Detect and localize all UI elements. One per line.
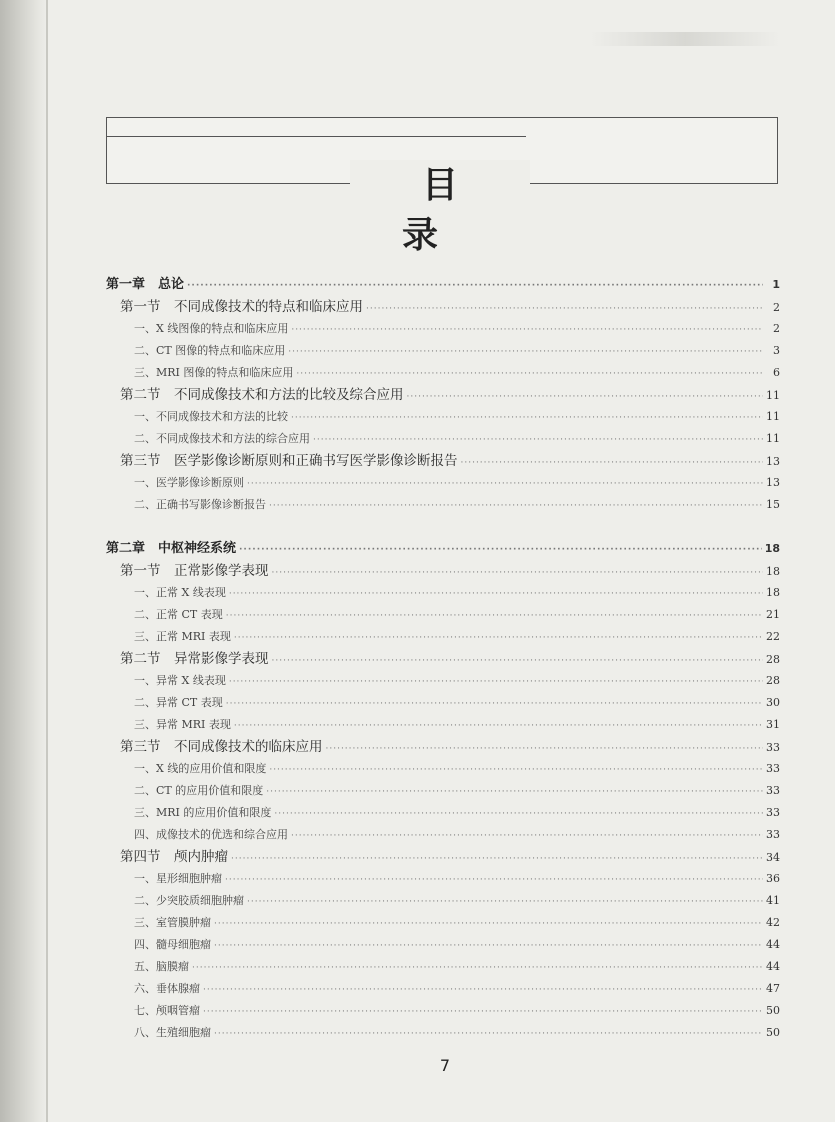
toc-chapter[interactable]: [106, 274, 780, 296]
toc-subsection[interactable]: [106, 340, 780, 362]
toc-subsection[interactable]: [106, 714, 780, 736]
toc-subsection[interactable]: [106, 978, 780, 1000]
toc-chapter[interactable]: [106, 538, 780, 560]
toc-leader-dots: [366, 298, 763, 318]
toc-subsection[interactable]: [106, 406, 780, 428]
toc-subsection[interactable]: [106, 890, 780, 912]
toc-subsection[interactable]: [106, 494, 780, 516]
toc-section[interactable]: [106, 736, 780, 758]
toc-entry-label: 二、CT 的应用价值和限度: [134, 784, 264, 797]
toc-leader-dots: [203, 1001, 763, 1022]
toc-subsection[interactable]: [106, 1000, 780, 1022]
toc-entry-label: 一、X 线图像的特点和临床应用: [134, 322, 289, 335]
toc-leader-dots: [229, 583, 763, 604]
toc-leader-dots: [234, 715, 763, 736]
toc-leader-dots: [247, 473, 763, 494]
toc-entry-label: 三、异常 MRI 表现: [134, 718, 231, 731]
toc-leader-dots: [231, 848, 763, 868]
toc-entry-label: 二、少突胶质细胞肿瘤: [134, 894, 244, 907]
toc-leader-dots: [326, 738, 764, 758]
toc-entry-page: 15: [766, 498, 780, 511]
toc-entry-page: 2: [773, 322, 780, 335]
toc-entry-page: 18: [766, 586, 780, 599]
toc-entry-label: 一、X 线的应用价值和限度: [134, 762, 267, 775]
toc-leader-dots: [461, 452, 764, 472]
toc-section[interactable]: [106, 450, 780, 472]
toc-entry-label: 一、正常 X 线表现: [134, 586, 226, 599]
toc-entry-page: 34: [766, 851, 780, 864]
toc-leader-dots: [269, 759, 763, 780]
toc-leader-dots: [203, 979, 763, 1000]
toc-entry-label: 第一节 正常影像学表现: [120, 563, 269, 579]
toc-leader-dots: [214, 913, 763, 934]
toc-subsection[interactable]: [106, 626, 780, 648]
toc-leader-dots: [239, 539, 762, 560]
toc-subsection[interactable]: [106, 692, 780, 714]
title-frame-inner-line: [106, 136, 526, 137]
toc-entry-label: 二、异常 CT 表现: [134, 696, 223, 709]
toc-leader-dots: [226, 605, 763, 626]
toc-leader-dots: [291, 407, 763, 428]
toc-leader-dots: [214, 935, 763, 956]
toc-leader-dots: [272, 650, 764, 670]
table-of-contents: [106, 274, 780, 1044]
bleed-through-smudge: [590, 32, 780, 46]
toc-entry-page: 1: [772, 278, 780, 291]
toc-entry-page: 28: [766, 653, 780, 666]
toc-entry-label: 第二章 中枢神经系统: [106, 541, 237, 556]
toc-entry-label: 三、正常 MRI 表现: [134, 630, 231, 643]
toc-entry-page: 33: [766, 741, 780, 754]
toc-leader-dots: [229, 671, 763, 692]
toc-subsection[interactable]: [106, 604, 780, 626]
toc-subsection[interactable]: [106, 670, 780, 692]
toc-entry-label: 二、正确书写影像诊断报告: [134, 498, 266, 511]
toc-entry-label: 三、室管膜肿瘤: [134, 916, 211, 929]
toc-leader-dots: [247, 891, 763, 912]
toc-entry-label: 第三节 不同成像技术的临床应用: [120, 739, 323, 755]
toc-subsection[interactable]: [106, 472, 780, 494]
toc-section[interactable]: [106, 846, 780, 868]
toc-leader-dots: [266, 781, 763, 802]
toc-entry-label: 一、异常 X 线表现: [134, 674, 226, 687]
toc-leader-dots: [291, 825, 763, 846]
toc-entry-page: 47: [766, 982, 780, 995]
toc-entry-page: 13: [766, 476, 780, 489]
toc-subsection[interactable]: [106, 758, 780, 780]
toc-leader-dots: [272, 562, 764, 582]
toc-subsection[interactable]: [106, 780, 780, 802]
toc-subsection[interactable]: [106, 582, 780, 604]
toc-leader-dots: [313, 429, 763, 450]
toc-entry-page: 50: [766, 1004, 780, 1017]
toc-entry-label: 一、医学影像诊断原则: [134, 476, 244, 489]
toc-entry-label: 六、垂体腺瘤: [134, 982, 200, 995]
toc-entry-page: 31: [766, 718, 780, 731]
toc-entry-page: 33: [766, 806, 780, 819]
toc-section[interactable]: [106, 296, 780, 318]
toc-subsection[interactable]: [106, 318, 780, 340]
toc-subsection[interactable]: [106, 428, 780, 450]
toc-entry-label: 二、不同成像技术和方法的综合应用: [134, 432, 310, 445]
toc-gap: [106, 516, 780, 538]
toc-entry-page: 33: [766, 828, 780, 841]
toc-entry-page: 44: [766, 938, 780, 951]
toc-section[interactable]: [106, 648, 780, 670]
toc-entry-page: 11: [766, 389, 780, 402]
toc-leader-dots: [296, 363, 763, 384]
toc-entry-page: 2: [773, 301, 780, 314]
page-title: 目 录: [350, 160, 530, 210]
toc-entry-label: 二、正常 CT 表现: [134, 608, 223, 621]
toc-leader-dots: [225, 869, 763, 890]
toc-entry-label: 第一章 总论: [106, 277, 185, 292]
toc-entry-page: 28: [766, 674, 780, 687]
toc-section[interactable]: [106, 560, 780, 582]
toc-entry-label: 四、成像技术的优选和综合应用: [134, 828, 288, 841]
toc-subsection[interactable]: [106, 868, 780, 890]
toc-entry-page: 3: [773, 344, 780, 357]
toc-subsection[interactable]: [106, 802, 780, 824]
toc-entry-page: 13: [766, 455, 780, 468]
toc-entry-page: 22: [766, 630, 780, 643]
toc-leader-dots: [288, 341, 763, 362]
book-spine-shadow: [0, 0, 48, 1122]
toc-entry-page: 50: [766, 1026, 780, 1039]
toc-leader-dots: [291, 319, 763, 340]
toc-entry-page: 41: [766, 894, 780, 907]
toc-entry-label: 四、髓母细胞瘤: [134, 938, 211, 951]
toc-entry-page: 18: [766, 565, 780, 578]
toc-entry-label: 一、星形细胞肿瘤: [134, 872, 222, 885]
toc-entry-page: 30: [766, 696, 780, 709]
toc-subsection[interactable]: [106, 956, 780, 978]
toc-entry-page: 33: [766, 762, 780, 775]
toc-entry-label: 第四节 颅内肿瘤: [120, 849, 228, 865]
toc-entry-page: 21: [766, 608, 780, 621]
toc-entry-label: 三、MRI 的应用价值和限度: [134, 806, 272, 819]
toc-entry-label: 五、脑膜瘤: [134, 960, 189, 973]
toc-entry-label: 第二节 异常影像学表现: [120, 651, 269, 667]
toc-entry-page: 11: [766, 432, 780, 445]
toc-entry-label: 二、CT 图像的特点和临床应用: [134, 344, 286, 357]
toc-entry-page: 44: [766, 960, 780, 973]
toc-leader-dots: [226, 693, 763, 714]
toc-entry-page: 18: [764, 542, 780, 555]
toc-subsection[interactable]: [106, 912, 780, 934]
page-edge: [46, 0, 48, 1122]
toc-entry-label: 第一节 不同成像技术的特点和临床应用: [120, 299, 363, 315]
toc-entry-page: 6: [773, 366, 780, 379]
toc-entry-label: 七、颅咽管瘤: [134, 1004, 200, 1017]
toc-leader-dots: [192, 957, 763, 978]
toc-leader-dots: [407, 386, 764, 406]
toc-entry-label: 第三节 医学影像诊断原则和正确书写医学影像诊断报告: [120, 453, 458, 469]
page-number: 7: [439, 1056, 451, 1075]
toc-subsection[interactable]: [106, 362, 780, 384]
toc-subsection[interactable]: [106, 824, 780, 846]
toc-entry-label: 三、MRI 图像的特点和临床应用: [134, 366, 294, 379]
toc-entry-page: 42: [766, 916, 780, 929]
toc-entry-label: 八、生殖细胞瘤: [134, 1026, 211, 1039]
toc-subsection[interactable]: [106, 1022, 780, 1044]
toc-subsection[interactable]: [106, 934, 780, 956]
toc-leader-dots: [187, 275, 763, 296]
toc-leader-dots: [214, 1023, 763, 1044]
toc-leader-dots: [234, 627, 763, 648]
toc-entry-page: 36: [766, 872, 780, 885]
toc-entry-page: 33: [766, 784, 780, 797]
toc-leader-dots: [269, 495, 763, 516]
toc-leader-dots: [274, 803, 763, 824]
toc-section[interactable]: [106, 384, 780, 406]
toc-entry-label: 第二节 不同成像技术和方法的比较及综合应用: [120, 387, 404, 403]
toc-entry-label: 一、不同成像技术和方法的比较: [134, 410, 288, 423]
toc-entry-page: 11: [766, 410, 780, 423]
